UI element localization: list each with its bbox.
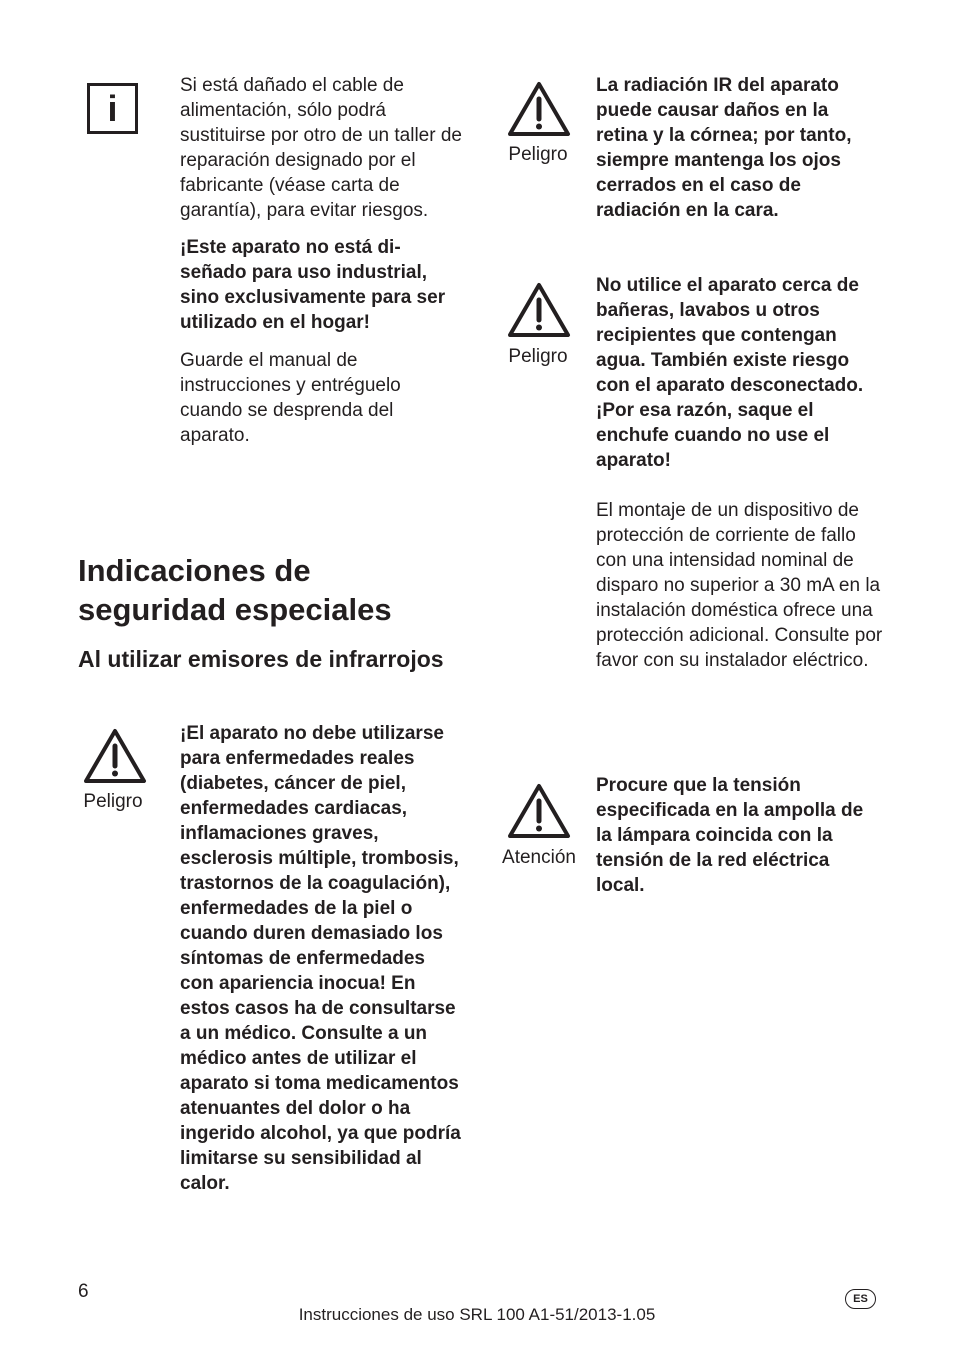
warning-triangle-icon <box>506 80 572 138</box>
warning-triangle-icon <box>506 782 572 840</box>
rcd-protection-paragraph: El montaje de un dispositivo de protección de corriente de fallo con una intensidad nominal de disparo no superior a 30 mA en la instalación doméstica ofrece una protección adicional. Consulte por favor con su instalador eléctrico. <box>596 500 883 671</box>
warning-label: Peligro <box>508 346 568 367</box>
page-number: 6 <box>78 1281 89 1302</box>
warning-label: Peligro <box>508 144 568 165</box>
section-subheading: Al utilizar emisores de infrarrojos <box>78 646 444 672</box>
attention-label: Atención <box>502 847 576 868</box>
cable-damage-paragraph: Si está dañado el cable de alimentación, sólo podrá sustituirse por otro de un taller de reparación designado por el fabricante (véase carta de garantía), para evitar riesgos. <box>180 75 462 221</box>
keep-manual-paragraph: Guarde el manual de instrucciones y entréguelo cuando se desprenda del aparato. <box>180 350 401 446</box>
document-reference: Instrucciones de uso SRL 100 A1-51/2013-1.05 <box>298 1305 656 1324</box>
section-heading: Indicaciones de seguridad especiales <box>78 553 392 627</box>
ir-radiation-warning: La radiación IR del aparato puede causar daños en la retina y la córnea; por tanto, siempre mantenga los ojos cerrados en el caso de radiación en la cara. <box>596 75 852 221</box>
warning-label: Peligro <box>83 791 143 812</box>
info-icon: i <box>87 83 138 134</box>
voltage-match-warning: Procure que la tensión especificada en la ampolla de la lámpara coincida con la tensión de la red eléctrica local. <box>596 775 864 896</box>
warning-triangle-icon <box>506 281 572 339</box>
warning-triangle-icon <box>82 727 148 785</box>
medical-conditions-warning: ¡El aparato no debe utilizarse para enfermedades reales (diabetes, cáncer de piel, enfermedades cardiacas, inflamaciones graves, esclerosis múltiple, trombosis, trastornos de la coagulación), enfermedades de la piel o cuando duren demasiado los síntomas de enfermedades con apariencia inocua! En estos casos ha de consultarse a un médico. Consulte a un médico antes de utilizar el aparato si toma medicamentos atenuantes del dolor o ha ingerido alcohol, ya que podría limitarse su sensibilidad al calor. <box>180 723 461 1194</box>
household-use-notice: ¡Este aparato no está di-señado para uso industrial, sino exclusivamente para ser utilizado en el hogar! <box>180 237 446 333</box>
water-proximity-warning: No utilice el aparato cerca de bañeras, lavabos u otros recipientes que contengan agua. También existe riesgo con el aparato desconectado. ¡Por esa razón, saque el enchufe cuando no use el aparato! <box>596 275 864 471</box>
language-badge: ES <box>845 1289 876 1309</box>
